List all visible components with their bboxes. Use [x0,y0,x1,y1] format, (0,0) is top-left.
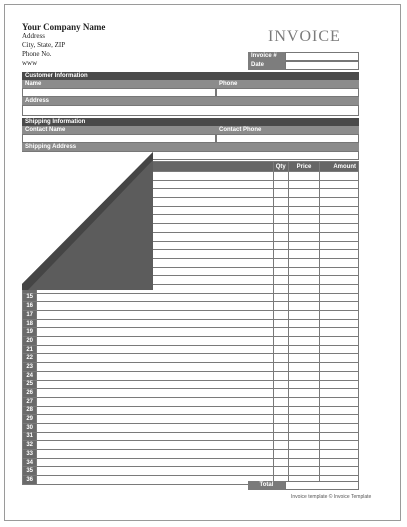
qty-cell[interactable] [273,172,288,181]
total-label: Total [248,481,285,490]
description-cell[interactable] [37,441,273,450]
table-row [23,345,359,354]
table-row [23,406,359,415]
customer-address-field[interactable] [22,105,359,116]
row-number: 23 [23,363,37,372]
table-row [23,328,359,337]
price-cell[interactable] [289,250,320,259]
row-number: 24 [23,371,37,380]
description-cell[interactable] [37,354,273,363]
qty-cell[interactable] [273,415,288,424]
row-number: 36 [23,476,37,485]
amount-cell[interactable] [319,397,358,406]
description-cell[interactable] [37,406,273,415]
price-cell[interactable] [289,276,320,285]
amount-cell[interactable] [319,250,358,259]
row-number: 33 [23,450,37,459]
company-phone: Phone No. [22,50,52,58]
table-row [23,432,359,441]
row-number: 18 [23,319,37,328]
amount-cell[interactable] [319,389,358,398]
row-number: 22 [23,354,37,363]
row-number: 32 [23,441,37,450]
table-row [23,363,359,372]
qty-cell[interactable] [273,189,288,198]
description-cell[interactable] [37,302,273,311]
price-cell[interactable] [289,467,320,476]
qty-cell[interactable] [273,250,288,259]
amount-cell[interactable] [319,215,358,224]
description-cell[interactable] [37,432,273,441]
price-cell[interactable] [289,345,320,354]
qty-cell[interactable] [273,224,288,233]
page-curl-graphic [22,152,153,290]
description-cell[interactable] [37,380,273,389]
amount-cell[interactable] [319,172,358,181]
price-cell[interactable] [289,363,320,372]
table-row [23,311,359,320]
description-cell[interactable] [37,397,273,406]
qty-cell[interactable] [273,293,288,302]
row-number: 30 [23,423,37,432]
qty-cell[interactable] [273,397,288,406]
amount-cell[interactable] [319,206,358,215]
shipping-info-header: Shipping Information [22,118,359,126]
qty-cell[interactable] [273,215,288,224]
row-number: 26 [23,389,37,398]
price-cell[interactable] [289,337,320,346]
company-www: www [22,59,38,67]
description-cell[interactable] [37,371,273,380]
total-field[interactable] [285,481,359,490]
price-cell[interactable] [289,198,320,207]
invoice-date-label: Date [248,61,285,70]
invoice-title: INVOICE [268,28,341,45]
amount-cell[interactable] [319,189,358,198]
col-price-header: Price [289,162,320,172]
qty-cell[interactable] [273,450,288,459]
table-row [23,319,359,328]
amount-cell[interactable] [319,432,358,441]
price-cell[interactable] [289,224,320,233]
price-cell[interactable] [289,380,320,389]
qty-cell[interactable] [273,354,288,363]
qty-cell[interactable] [273,198,288,207]
price-cell[interactable] [289,406,320,415]
table-row [23,371,359,380]
customer-address-label: Address [22,97,359,105]
description-cell[interactable] [37,363,273,372]
row-number: 21 [23,345,37,354]
company-address: Address [22,32,45,40]
shipping-contact-name-label: Contact Name [22,126,216,134]
qty-cell[interactable] [273,458,288,467]
amount-cell[interactable] [319,363,358,372]
description-cell[interactable] [37,311,273,320]
amount-cell[interactable] [319,311,358,320]
description-cell[interactable] [37,389,273,398]
price-cell[interactable] [289,258,320,267]
invoice-number-label: Invoice # [248,52,285,61]
customer-phone-field[interactable] [216,88,359,97]
qty-cell[interactable] [273,423,288,432]
qty-cell[interactable] [273,276,288,285]
amount-cell[interactable] [319,293,358,302]
company-city: City, State, ZIP [22,41,66,49]
footer-credit: Invoice template © Invoice Template [291,494,372,500]
amount-cell[interactable] [319,337,358,346]
qty-cell[interactable] [273,311,288,320]
qty-cell[interactable] [273,206,288,215]
shipping-contact-phone-field[interactable] [216,134,359,143]
table-row [23,302,359,311]
row-number: 25 [23,380,37,389]
row-number: 29 [23,415,37,424]
amount-cell[interactable] [319,232,358,241]
table-row [23,389,359,398]
qty-cell[interactable] [273,328,288,337]
amount-cell[interactable] [319,371,358,380]
amount-cell[interactable] [319,241,358,250]
price-cell[interactable] [289,319,320,328]
table-row [23,397,359,406]
amount-cell[interactable] [319,284,358,293]
price-cell[interactable] [289,284,320,293]
qty-cell[interactable] [273,258,288,267]
description-cell[interactable] [37,423,273,432]
row-number: 34 [23,458,37,467]
amount-cell[interactable] [319,198,358,207]
amount-cell[interactable] [319,354,358,363]
description-cell[interactable] [37,319,273,328]
table-row [23,380,359,389]
amount-cell[interactable] [319,345,358,354]
customer-phone-label: Phone [216,80,359,88]
description-cell[interactable] [37,337,273,346]
company-name: Your Company Name [22,22,106,32]
row-number: 20 [23,337,37,346]
price-cell[interactable] [289,432,320,441]
price-cell[interactable] [289,397,320,406]
amount-cell[interactable] [319,258,358,267]
price-cell[interactable] [289,172,320,181]
description-cell[interactable] [37,467,273,476]
price-cell[interactable] [289,423,320,432]
col-amount-header: Amount [319,162,358,172]
qty-cell[interactable] [273,319,288,328]
qty-cell[interactable] [273,406,288,415]
price-cell[interactable] [289,241,320,250]
price-cell[interactable] [289,415,320,424]
amount-cell[interactable] [319,276,358,285]
amount-cell[interactable] [319,467,358,476]
amount-cell[interactable] [319,319,358,328]
amount-cell[interactable] [319,328,358,337]
table-row [23,450,359,459]
price-cell[interactable] [289,458,320,467]
qty-cell[interactable] [273,432,288,441]
description-cell[interactable] [37,293,273,302]
row-number: 17 [23,311,37,320]
qty-cell[interactable] [273,302,288,311]
qty-cell[interactable] [273,267,288,276]
amount-cell[interactable] [319,380,358,389]
price-cell[interactable] [289,311,320,320]
price-cell[interactable] [289,232,320,241]
qty-cell[interactable] [273,345,288,354]
qty-cell[interactable] [273,241,288,250]
amount-cell[interactable] [319,441,358,450]
table-row [23,354,359,363]
description-cell[interactable] [37,476,273,485]
price-cell[interactable] [289,267,320,276]
invoice-date-field[interactable] [285,61,359,70]
qty-cell[interactable] [273,380,288,389]
amount-cell[interactable] [319,423,358,432]
table-row [23,458,359,467]
row-number: 19 [23,328,37,337]
row-number: 31 [23,432,37,441]
amount-cell[interactable] [319,302,358,311]
customer-name-field[interactable] [22,88,216,97]
row-number: 16 [23,302,37,311]
customer-name-label: Name [22,80,216,88]
description-cell[interactable] [37,328,273,337]
description-cell[interactable] [37,450,273,459]
price-cell[interactable] [289,293,320,302]
col-qty-header: Qty [273,162,288,172]
row-number: 27 [23,397,37,406]
qty-cell[interactable] [273,337,288,346]
description-cell[interactable] [37,345,273,354]
table-row [23,423,359,432]
amount-cell[interactable] [319,458,358,467]
shipping-contact-phone-label: Contact Phone [216,126,359,134]
table-row [23,337,359,346]
price-cell[interactable] [289,354,320,363]
qty-cell[interactable] [273,371,288,380]
qty-cell[interactable] [273,232,288,241]
price-cell[interactable] [289,206,320,215]
customer-info-header: Customer Information [22,72,359,80]
price-cell[interactable] [289,189,320,198]
shipping-address-label: Shipping Address [22,143,359,151]
price-cell[interactable] [289,371,320,380]
row-number: 28 [23,406,37,415]
shipping-contact-name-field[interactable] [22,134,216,143]
qty-cell[interactable] [273,389,288,398]
amount-cell[interactable] [319,267,358,276]
invoice-number-field[interactable] [285,52,359,61]
amount-cell[interactable] [319,224,358,233]
qty-cell[interactable] [273,284,288,293]
price-cell[interactable] [289,450,320,459]
amount-cell[interactable] [319,450,358,459]
qty-cell[interactable] [273,441,288,450]
price-cell[interactable] [289,215,320,224]
amount-cell[interactable] [319,415,358,424]
price-cell[interactable] [289,328,320,337]
table-row [23,441,359,450]
amount-cell[interactable] [319,180,358,189]
row-number: 35 [23,467,37,476]
amount-cell[interactable] [319,406,358,415]
price-cell[interactable] [289,441,320,450]
price-cell[interactable] [289,389,320,398]
table-row [23,415,359,424]
qty-cell[interactable] [273,180,288,189]
price-cell[interactable] [289,302,320,311]
description-cell[interactable] [37,415,273,424]
qty-cell[interactable] [273,363,288,372]
table-row [23,467,359,476]
price-cell[interactable] [289,180,320,189]
description-cell[interactable] [37,458,273,467]
table-row [23,293,359,302]
row-number: 15 [23,293,37,302]
qty-cell[interactable] [273,467,288,476]
